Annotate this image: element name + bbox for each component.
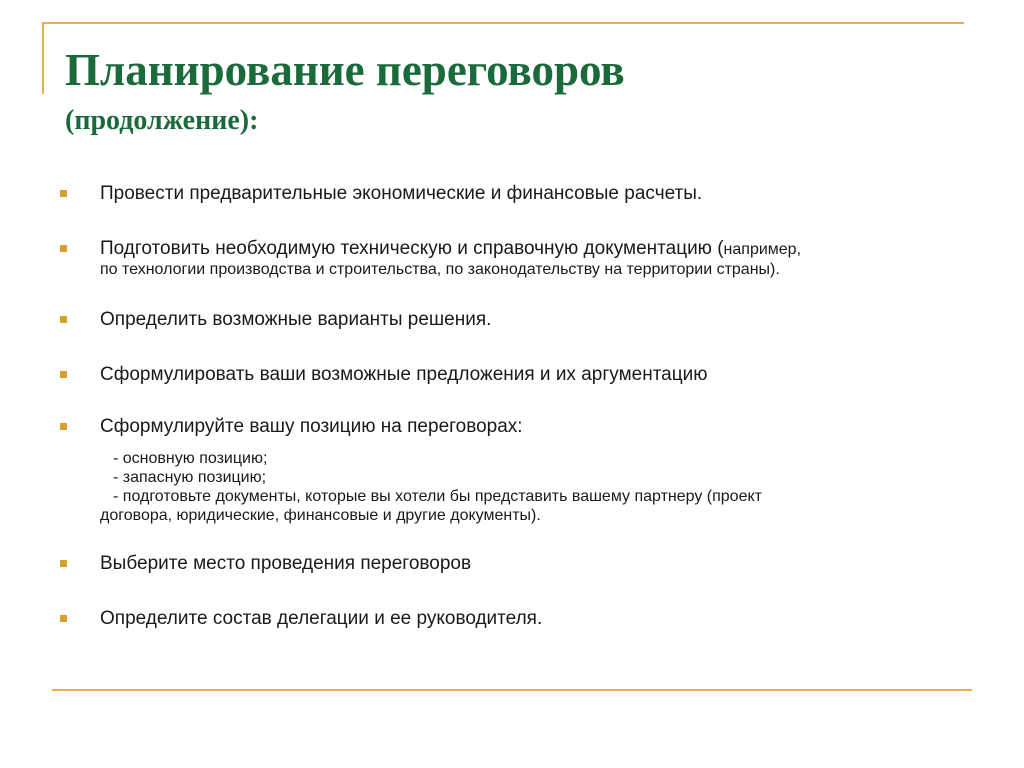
list-item-text: Выберите место проведения переговоров <box>100 553 472 574</box>
bullet-icon <box>60 371 67 378</box>
list-item-text <box>100 238 801 261</box>
bullet-icon <box>60 615 67 622</box>
bullet-icon <box>60 190 67 197</box>
sub-line: - запасную позицию; <box>113 469 267 486</box>
list-item-text: Определить возможные варианты решения. <box>100 309 492 330</box>
bullet-icon <box>60 316 67 323</box>
slide-title: Планирование переговоров <box>65 45 625 95</box>
bullet-icon <box>60 423 67 430</box>
list-item-text: Определите состав делегации и ее руководителя. <box>100 608 543 629</box>
top-rule <box>42 22 964 24</box>
list-item-text: Сформулировать ваши возможные предложения и их аргументацию <box>100 364 708 385</box>
list-item-text: Провести предварительные экономические и финансовые расчеты. <box>100 183 703 204</box>
slide-subtitle: (продолжение): <box>65 105 259 136</box>
list-item-text: Сформулируйте вашу позицию на переговорах: <box>100 416 523 437</box>
list-item-text-small: например, <box>723 241 802 258</box>
list-item-text-continued: по технологии производства и строительства, по законодательству на территории страны). <box>100 261 780 278</box>
sub-line: договора, юридические, финансовые и другие документы). <box>100 507 541 524</box>
bullet-icon <box>60 560 67 567</box>
left-rule <box>42 22 44 94</box>
bottom-rule <box>52 689 972 691</box>
list-item-text-main: Подготовить необходимую техническую и справочную документацию ( <box>100 238 724 259</box>
sub-line: - подготовьте документы, которые вы хотели бы представить вашему партнеру (проект <box>113 488 762 505</box>
sub-line: - основную позицию; <box>113 450 268 467</box>
bullet-icon <box>60 245 67 252</box>
